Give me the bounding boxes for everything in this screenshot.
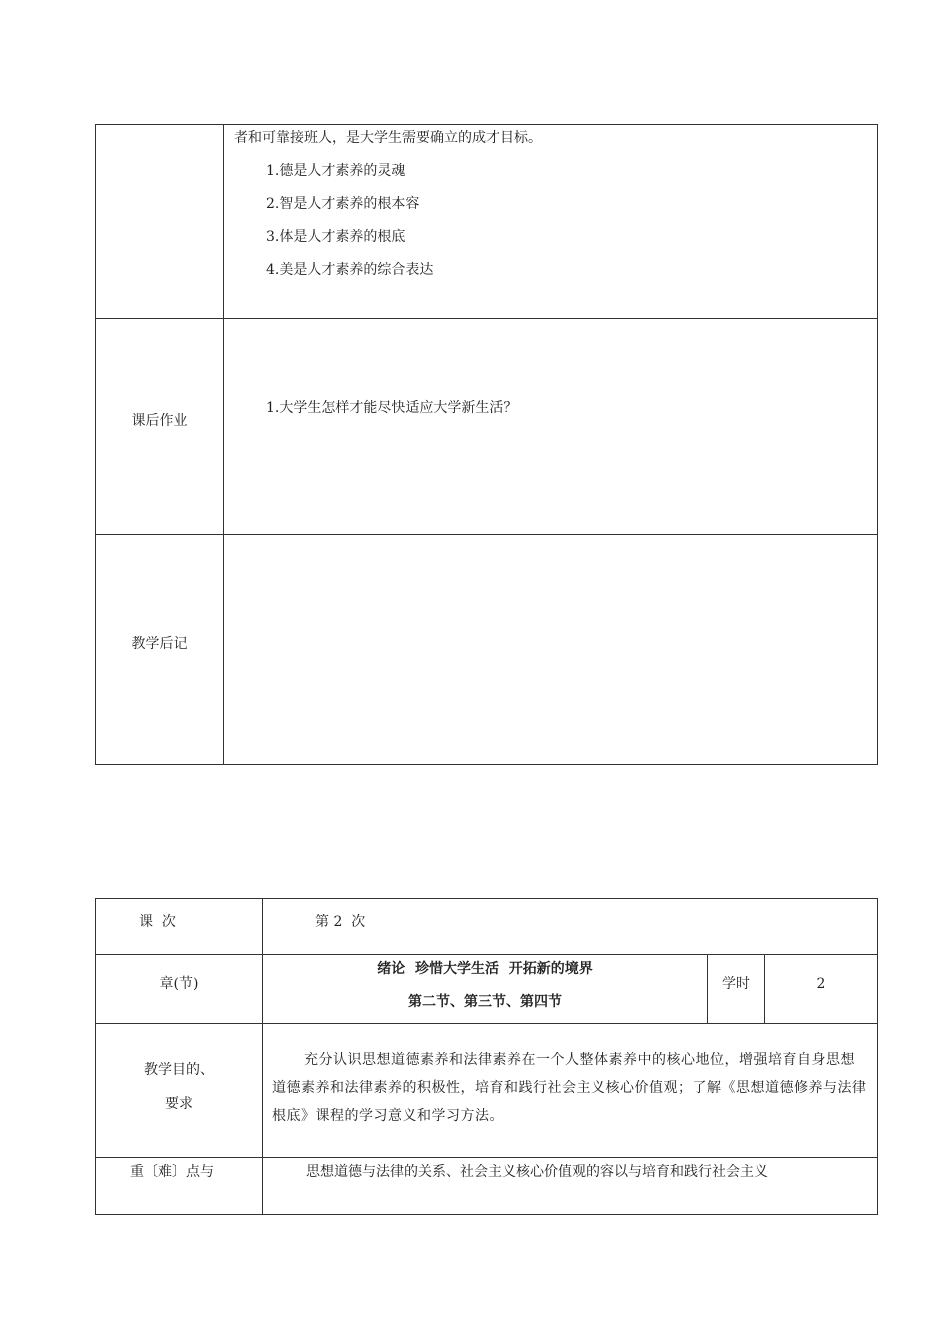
table-2-row-divider xyxy=(95,1157,878,1158)
content-line: 2.智是人才素养的根本容 xyxy=(266,196,420,212)
key-points-label: 重〔难〕点与 xyxy=(130,1164,214,1180)
content-line: 4.美是人才素养的综合表达 xyxy=(266,262,434,278)
table-2-row-divider xyxy=(95,1023,878,1024)
table-2-border-left xyxy=(95,898,96,1215)
goal-label: 要求 xyxy=(165,1096,193,1112)
table-1-border-left xyxy=(95,124,96,765)
table-1-border-top xyxy=(95,124,878,125)
hours-label: 学时 xyxy=(722,976,750,992)
table-2-border-right xyxy=(877,898,878,1215)
goal-label: 教学目的、 xyxy=(144,1062,214,1078)
table-1-column-divider xyxy=(223,124,224,765)
lesson-label: 课 次 xyxy=(139,914,176,930)
hours-value: 2 xyxy=(816,976,826,992)
table-2-column-divider xyxy=(262,898,263,1215)
homework-content: 1.大学生怎样才能尽快适应大学新生活？ xyxy=(266,400,518,416)
table-1-border-right xyxy=(877,124,878,765)
table-1-row-divider xyxy=(95,534,878,535)
chapter-sections: 第二节、第三节、第四节 xyxy=(408,994,562,1010)
homework-label: 课后作业 xyxy=(131,413,188,429)
table-2-border-bottom xyxy=(95,1214,878,1215)
content-line: 1.德是人才素养的灵魂 xyxy=(266,163,406,179)
teaching-notes-label: 教学后记 xyxy=(131,636,188,652)
key-points-text: 思想道德与法律的关系、社会主义核心价值观的容以与培育和践行社会主义 xyxy=(306,1164,768,1180)
table-1-border-bottom xyxy=(95,764,878,765)
table-2-border-top xyxy=(95,898,878,899)
table-2-row-divider xyxy=(95,954,878,955)
chapter-label: 章(节) xyxy=(159,976,199,992)
goal-text: 充分认识思想道德素养和法律素养在一个人整体素养中的核心地位，增强培育自身思想道德素养和法律素养的积极性，培育和践行社会主义核心价值观；了解《思想道德修养与法律根底》课程的学习意义和学习方法。 xyxy=(272,1052,867,1124)
content-line: 者和可靠接班人，是大学生需要确立的成才目标。 xyxy=(234,130,542,146)
chapter-title: 绪论 珍惜大学生活 开拓新的境界 xyxy=(377,961,593,977)
table-1-row-divider xyxy=(95,318,878,319)
content-line: 3.体是人才素养的根底 xyxy=(266,229,406,245)
lesson-value: 第 2 次 xyxy=(315,914,366,930)
